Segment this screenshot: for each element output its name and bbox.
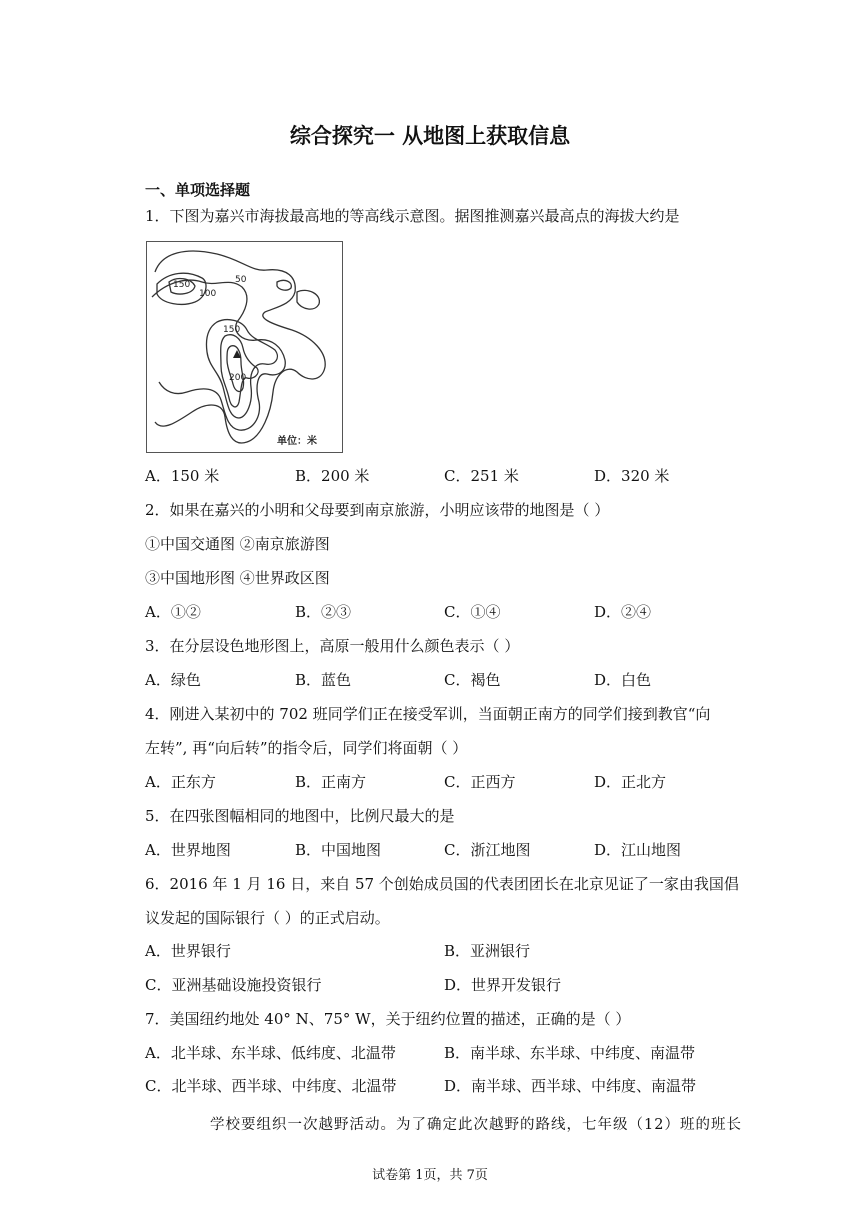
page-footer: 试卷第 1页，共 7页 [372,1168,488,1183]
question-6-stem-cont: 议发起的国际银行（ ）的正式启动。 [145,909,390,927]
q4-option-d: D．正北方 [594,773,667,791]
contour-lines [147,242,342,452]
q6-option-b: B．亚洲银行 [444,942,531,960]
reading-passage: 学校要组织一次越野活动。为了确定此次越野的路线，七年级（12）班的班长 [210,1117,742,1133]
question-3-stem: 3．在分层设色地形图上，高原一般用什么颜色表示（ ） [145,637,520,655]
contour-label: 150 [223,325,241,335]
question-4-stem: 4．刚进入某初中的 702 班同学们正在接受军训，当面朝正南方的同学们接到教官“向 [145,705,711,723]
question-5-stem: 5．在四张图幅相同的地图中，比例尺最大的是 [145,807,455,825]
contour-map-figure [146,241,343,453]
section-heading: 一、单项选择题 [145,181,251,199]
q7-option-b: B．南半球、东半球、中纬度、南温带 [444,1044,696,1062]
contour-label: 150 [173,280,191,290]
q2-option-a: A．①② [145,603,201,621]
map-unit-label: 单位：米 [277,436,317,447]
q3-option-b: B．蓝色 [295,671,352,689]
question-2-stem: 2．如果在嘉兴的小明和父母要到南京旅游，小明应该带的地图是（ ） [145,501,610,519]
q1-option-b: B．200 米 [295,467,370,485]
question-7-stem: 7．美国纽约地处 40° N、75° W，关于纽约位置的描述，正确的是（ ） [145,1010,631,1028]
contour-label: 100 [199,289,217,299]
q2-item-line: ①中国交通图 ②南京旅游图 [145,535,330,553]
q2-option-c: C．①④ [444,603,501,621]
q2-item-line: ③中国地形图 ④世界政区图 [145,569,330,587]
q6-option-a: A．世界银行 [145,942,231,960]
q2-option-d: D．②④ [594,603,652,621]
q5-option-b: B．中国地图 [295,841,382,859]
q7-option-d: D．南半球、西半球、中纬度、南温带 [444,1077,697,1095]
page-title: 综合探究一 从地图上获取信息 [289,124,571,148]
q2-option-b: B．②③ [295,603,352,621]
q6-option-d: D．世界开发银行 [444,976,562,994]
q1-option-d: D．320 米 [594,467,670,485]
q3-option-a: A．绿色 [145,671,201,689]
q5-option-a: A．世界地图 [145,841,231,859]
question-4-stem-cont: 左转”, 再“向后转”的指令后，同学们将面朝（ ） [145,739,468,757]
question-1-stem: 1．下图为嘉兴市海拔最高地的等高线示意图。据图推测嘉兴最高点的海拔大约是 [145,207,680,225]
q5-option-d: D．江山地图 [594,841,682,859]
q7-option-a: A．北半球、东半球、低纬度、北温带 [145,1044,396,1062]
question-6-stem: 6．2016 年 1 月 16 日，来自 57 个创始成员国的代表团团长在北京见证了一家由我国倡 [145,875,739,893]
q4-option-b: B．正南方 [295,773,367,791]
q6-option-c: C．亚洲基础设施投资银行 [145,976,322,994]
q1-option-c: C．251 米 [444,467,519,485]
q3-option-c: C．褐色 [444,671,501,689]
q1-option-a: A．150 米 [145,467,220,485]
q4-option-c: C．正西方 [444,773,516,791]
q4-option-a: A．正东方 [145,773,216,791]
q3-option-d: D．白色 [594,671,652,689]
contour-label: 200 [229,373,247,383]
q7-option-c: C．北半球、西半球、中纬度、北温带 [145,1077,397,1095]
contour-label: 50 [235,275,247,285]
q5-option-c: C．浙江地图 [444,841,531,859]
